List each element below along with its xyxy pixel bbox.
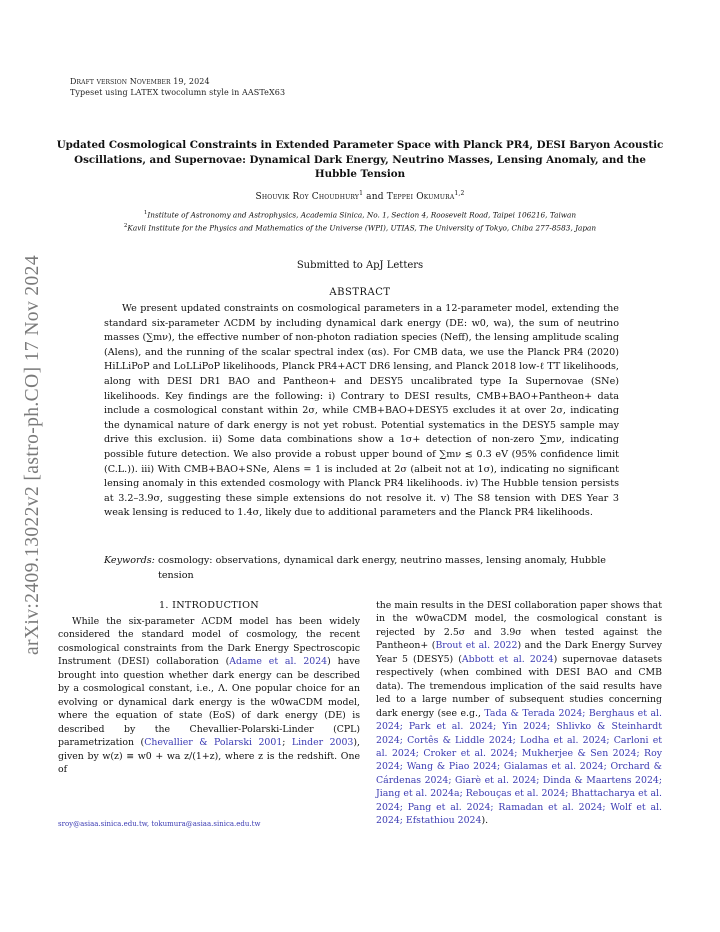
- intro-text: While the six-parameter ΛCDM model has been widely considered the standard model of cosmology, the recent cosmological constraints from the Dark Energy Spectroscopic Instrument (DESI) collaboration (: [58, 616, 360, 668]
- intro-text: ) and the Dark Energy Survey Year 5 (DESY5) (: [376, 640, 662, 665]
- citation-link[interactable]: Adame et al. 2024: [229, 656, 328, 668]
- affiliation-mark: 1: [143, 210, 148, 216]
- section-heading: 1. INTRODUCTION: [159, 600, 259, 611]
- author-list: [0, 190, 720, 202]
- arxiv-stamp: arXiv:2409.13022v2 [astro-ph.CO] 17 Nov 2024: [22, 255, 43, 655]
- affiliation-mark: 2: [123, 223, 128, 229]
- abstract-heading: ABSTRACT: [329, 287, 391, 298]
- citation-link[interactable]: Chevallier & Polarski 2001: [144, 737, 283, 749]
- citation-list[interactable]: Tada & Terada 2024; Berghaus et al. 2024; Park et al. 2024; Yin 2024; Shlivko & Steinhardt 2024; Cortês & Liddle 2024; Lodha et al. 2024; Carloni et al. 2024; Croker et al. 2024; Mukherjee & Sen 2024; Roy 2024; Wang & Piao 2024; Gialamas et al. 2024; Orchard & Cárdenas 2024; Giarè et al. 2024; Dinda & Maartens 2024; Jiang et al. 2024a; Rebouças et al. 2024; Bhattacharya et al. 2024; Pang et al. 2024; Ramadan et al. 2024; Wolf et al. 2024; Efstathiou 2024: [376, 707, 662, 827]
- abstract-body: We present updated constraints on cosmological parameters in a 12-parameter model, extending the standard six-parameter ΛCDM by including dynamical dark energy (DE: w0, wa), the sum of neutrino masses (∑mν), the effective number of non-photon radiation species (Neff), the lensing amplitude scaling (Alens), and the running of the scalar spectral index (αs). For CMB data, we use the Planck PR4 (2020) HiLLiPoP and LoLLiPoP likelihoods, Planck PR4+ACT DR6 lensing, and Planck 2018 low-ℓ TT likelihoods, along with DESI DR1 BAO and Pantheon+ and DESY5 uncalibrated type Ia Supernovae (SNe) likelihoods. Key findings are the following: i) Contrary to DESI results, CMB+BAO+Pantheon+ data include a cosmological constant within 2σ, while CMB+BAO+DESY5 excludes it at over 2σ, indicating the dynamical nature of dark energy is not yet robust. Potential systematics in the DESY5 sample may drive this exclusion. ii) Some data combinations show a 1σ+ detection of non-zero ∑mν, indicating possible future detection. We also provide a robust upper bound of ∑mν ≲ 0.3 eV (95% confidence limit (C.L.)). iii) With CMB+BAO+SNe, Alens = 1 is included at 2σ (albeit not at 1σ), indicating no significant lensing anomaly in this extended cosmology with Planck PR4 likelihoods. iv) The Hubble tension persists at 3.2–3.9σ, suggesting these simple extensions do not resolve it. v) The S8 tension with DES Year 3 weak lensing is reduced to 1.4σ, likely due to additional parameters and the Planck PR4 likelihoods.: [104, 303, 619, 519]
- affiliation-text: Kavli Institute for the Physics and Mathematics of the Universe (WPI), UTIAS, The University of Tokyo, Chiba 277-8583, Japan: [127, 223, 597, 233]
- citation-link[interactable]: Linder 2003: [291, 737, 354, 749]
- intro-text: ) have brought into question whether dark energy can be described by a cosmological constant, i.e., Λ. One popular choice for an evolving or dynamical dark energy is the w0waCDM model, where the equation of state (EoS) of dark energy (DE) is described by the Chevallier-Polarski-Linder (CPL) parametrization (: [58, 656, 361, 749]
- paper-title: Updated Cosmological Constraints in Extended Parameter Space with Planck PR4, DESI Baryon Acoustic Oscillations, and Supernovae: Dynamical Dark Energy, Neutrino Masses, Lensing Anomaly, and the Hubble Tension: [56, 139, 664, 180]
- author-name: Teppei Okumura: [386, 192, 455, 202]
- keywords-text: cosmology: observations, dynamical dark energy, neutrino masses, lensing anomaly, Hubble tension: [157, 555, 606, 581]
- footnote-emails[interactable]: sroy@asiaa.sinica.edu.tw, tokumura@asiaa.sinica.edu.tw: [58, 820, 261, 828]
- intro-text: ), given by w(z) ≡ w0 + wa z/(1+z), where z is the redshift. One of: [58, 737, 360, 775]
- intro-text: the main results in the DESI collaboration paper shows that in the w0waCDM model, the cosmological constant is rejected by 2.5σ and 3.9σ when tested against the Pantheon+ (: [376, 600, 662, 652]
- affiliation-text: Institute of Astronomy and Astrophysics, Academia Sinica, No. 1, Section 4, Roosevelt Road, Taipei 106216, Taiwan: [147, 210, 577, 220]
- intro-text: ) supernovae datasets respectively (when combined with DESI BAO and CMB data). The tremendous implication of the said results have led to a large number of subsequent studies concerning dark energy (see e.g.,: [376, 653, 662, 719]
- submitted-note: Submitted to ApJ Letters: [296, 260, 424, 271]
- author-connector: and: [363, 192, 387, 202]
- preprint-header: [70, 76, 285, 98]
- affiliation: [40, 210, 680, 219]
- author-name: Shouvik Roy Choudhury: [255, 192, 360, 202]
- citation-link[interactable]: Abbott et al. 2024: [461, 653, 554, 665]
- intro-right-column: [376, 599, 662, 828]
- keywords-label: Keywords:: [104, 555, 155, 566]
- affiliation: [40, 223, 680, 232]
- citation-separator: ;: [282, 737, 292, 749]
- intro-left-column: [58, 615, 360, 776]
- author-affil-mark: 1: [359, 190, 364, 197]
- typeset-line: Typeset using LATEX twocolumn style in AASTeX63: [70, 88, 286, 97]
- author-affil-mark: 1,2: [454, 190, 465, 197]
- draft-version-line: Draft version November 19, 2024: [70, 77, 210, 86]
- intro-text: ).: [481, 815, 489, 827]
- keywords: [104, 554, 619, 583]
- citation-link[interactable]: Brout et al. 2022: [435, 640, 518, 652]
